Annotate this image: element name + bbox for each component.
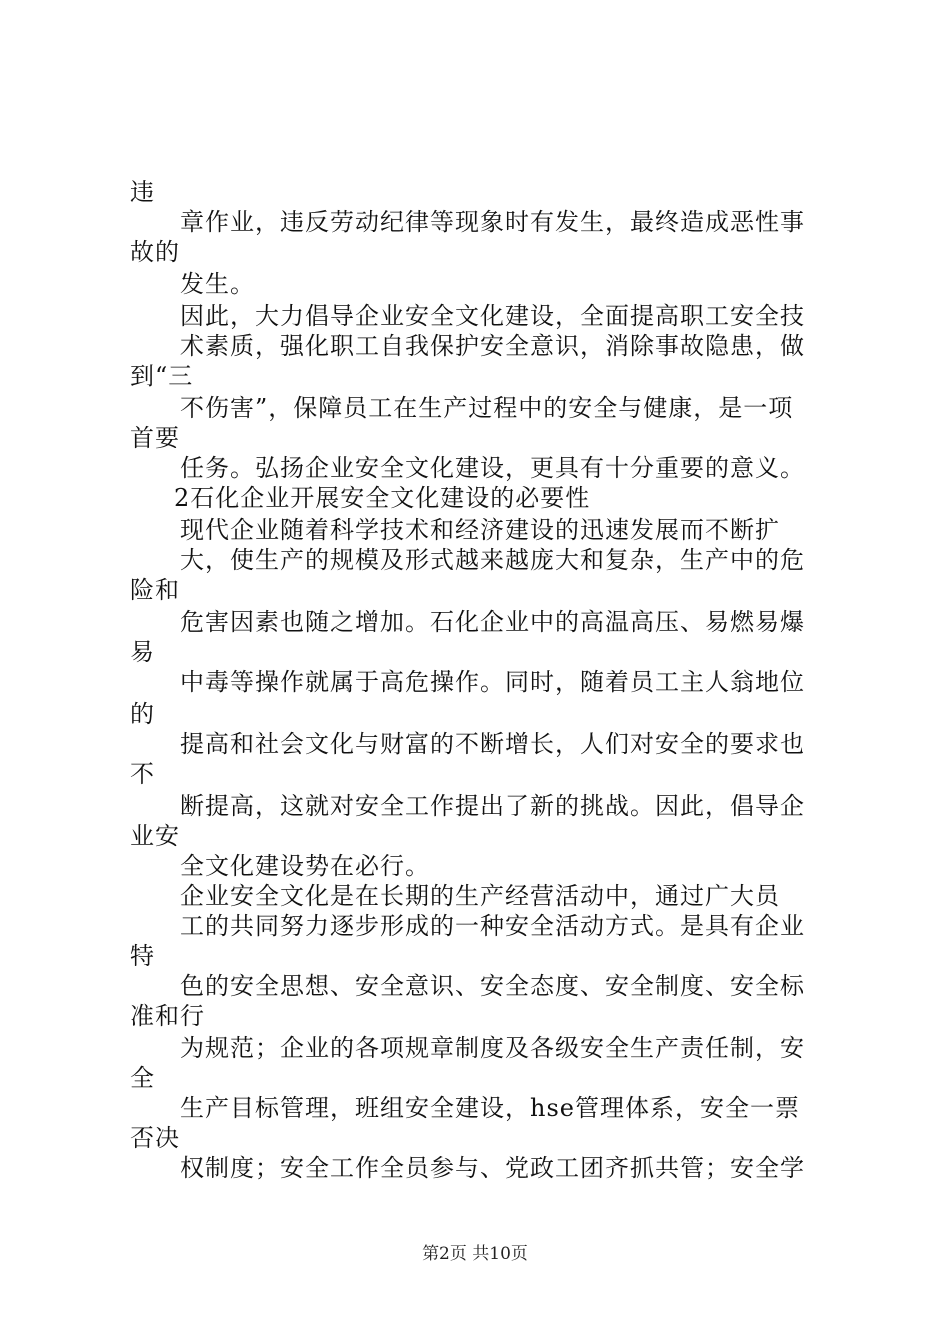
text-line: 故的 xyxy=(130,238,180,266)
text-line: 否决 xyxy=(130,1124,180,1152)
text-line: 生产目标管理，班组安全建设，hse管理体系，安全一票 xyxy=(180,1094,800,1122)
page-number-footer: 第2页 共10页 xyxy=(422,1244,528,1264)
text-line: 的 xyxy=(130,700,155,728)
text-line: 发生。 xyxy=(180,270,255,298)
text-line: 易 xyxy=(130,638,155,666)
text-line: 术素质，强化职工自我保护安全意识，消除事故隐患，做 xyxy=(180,332,805,360)
text-line: 企业安全文化是在长期的生产经营活动中，通过广大员 xyxy=(180,882,780,910)
text-line: 工的共同努力逐步形成的一种安全活动方式。是具有企业 xyxy=(180,912,805,940)
text-line: 任务。弘扬企业安全文化建设，更具有十分重要的意义。 xyxy=(180,454,805,482)
text-line: 全 xyxy=(130,1064,155,1092)
text-line: 中毒等操作就属于高危操作。同时，随着员工主人翁地位 xyxy=(180,668,805,696)
text-line: 不伤害”，保障员工在生产过程中的安全与健康，是一项 xyxy=(180,394,794,422)
text-line: 全文化建设势在必行。 xyxy=(180,852,430,880)
text-line: 业安 xyxy=(130,822,180,850)
text-line: 准和行 xyxy=(130,1002,205,1030)
text-line: 因此，大力倡导企业安全文化建设，全面提高职工安全技 xyxy=(180,302,805,330)
text-line: 违 xyxy=(130,178,155,206)
text-line: 不 xyxy=(130,760,155,788)
text-line: 现代企业随着科学技术和经济建设的迅速发展而不断扩 xyxy=(180,516,780,544)
text-line: 首要 xyxy=(130,424,180,452)
section-heading: 2石化企业开展安全文化建设的必要性 xyxy=(174,484,591,512)
text-line: 为规范；企业的各项规章制度及各级安全生产责任制，安 xyxy=(180,1034,805,1062)
text-line: 到“三 xyxy=(130,362,194,390)
text-line: 章作业，违反劳动纪律等现象时有发生，最终造成恶性事 xyxy=(180,208,805,236)
text-line: 大，使生产的规模及形式越来越庞大和复杂，生产中的危 xyxy=(180,546,805,574)
text-line: 特 xyxy=(130,942,155,970)
text-line: 色的安全思想、安全意识、安全态度、安全制度、安全标 xyxy=(180,972,805,1000)
text-line: 提高和社会文化与财富的不断增长，人们对安全的要求也 xyxy=(180,730,805,758)
text-line: 权制度；安全工作全员参与、党政工团齐抓共管；安全学 xyxy=(180,1154,805,1182)
text-line: 危害因素也随之增加。石化企业中的高温高压、易燃易爆 xyxy=(180,608,805,636)
text-line: 险和 xyxy=(130,576,180,604)
text-line: 断提高，这就对安全工作提出了新的挑战。因此，倡导企 xyxy=(180,792,805,820)
